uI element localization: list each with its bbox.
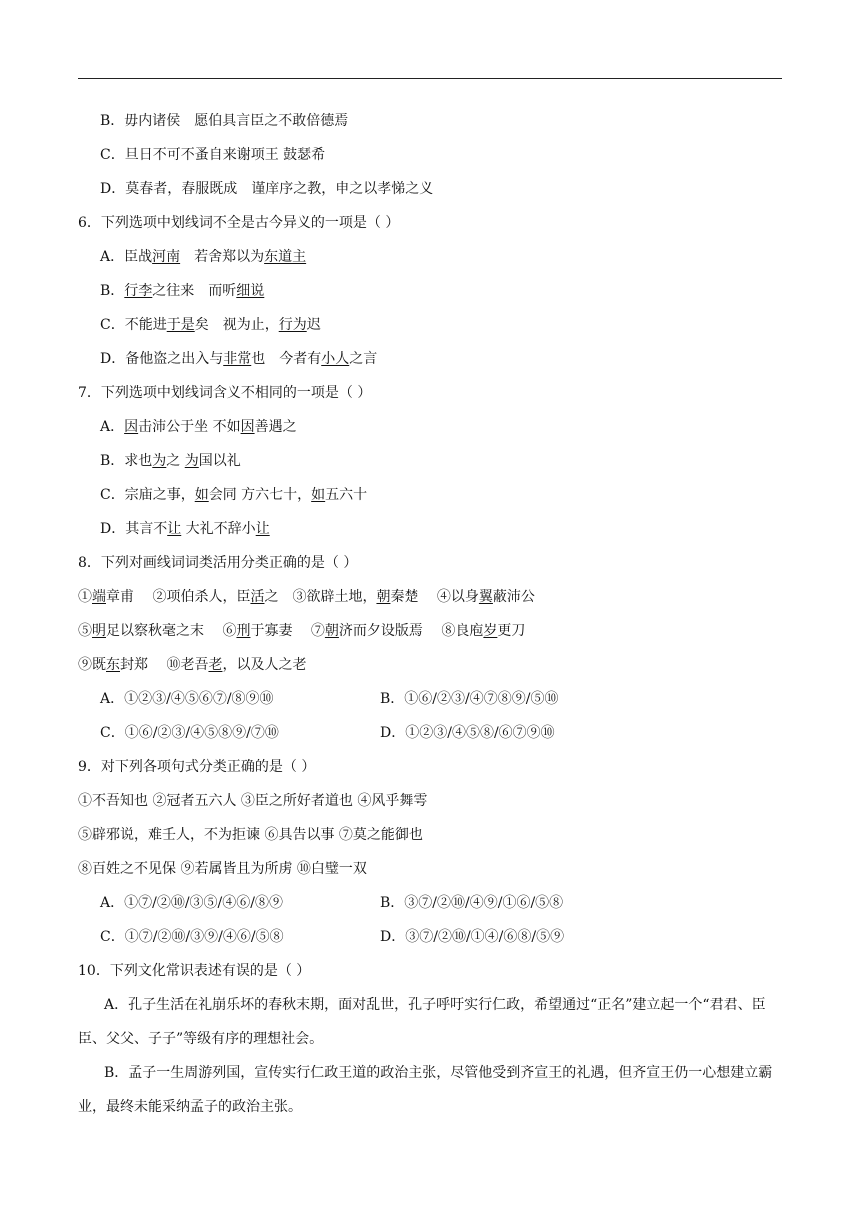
q9-items-row2: ⑤辟邪说，难壬人，不为拒谏 ⑥具告以事 ⑦莫之能御也	[78, 827, 423, 843]
q9-items-row3: ⑧百姓之不见保 ⑨若属皆且为所虏 ⑩白璧一双	[78, 861, 367, 877]
q9-option-a: A．①⑦/②⑩/③⑤/④⑥/⑧⑨	[100, 895, 283, 911]
q6-option-a: A．臣战河南 若舍郑以为东道主	[100, 249, 307, 265]
q7-stem: 7．下列选项中划线词含义不相同的一项是（ ）	[78, 385, 372, 401]
q7-option-d: D．其言不让 大礼不辞小让	[100, 521, 270, 537]
q8-option-d: D．①②③/④⑤⑧/⑥⑦⑨⑩	[380, 725, 555, 741]
q10-option-a: A．孔子生活在礼崩乐坏的春秋末期，面对乱世，孔子呼吁实行仁政，希望通过“正名”建立起一个“君君、臣臣、父父、子子”等级有序的理想社会。	[78, 997, 766, 1047]
q9-option-b: B．③⑦/②⑩/④⑨/①⑥/⑤⑧	[380, 895, 564, 911]
q8-items-row2: ⑤明足以察秋毫之末 ⑥刑于寡妻 ⑦朝济而夕设版焉 ⑧良庖岁更刀	[78, 623, 526, 639]
q5-option-b: B．毋内诸侯 愿伯具言臣之不敢倍德焉	[100, 113, 349, 129]
q8-stem: 8．下列对画线词词类活用分类正确的是（ ）	[78, 555, 358, 571]
q6-option-c: C．不能进于是矣 视为止，行为迟	[100, 317, 321, 333]
q8-option-a: A．①②③/④⑤⑥⑦/⑧⑨⑩	[100, 691, 274, 707]
q6-stem: 6．下列选项中划线词不全是古今异义的一项是（ ）	[78, 215, 400, 231]
q7-option-b: B．求也为之 为国以礼	[100, 453, 241, 469]
q8-items-row1: ①端章甫 ②项伯杀人，臣活之 ③欲辟土地，朝秦楚 ④以身翼蔽沛公	[78, 589, 535, 605]
q8-option-c: C．①⑥/②③/④⑤⑧⑨/⑦⑩	[100, 725, 279, 741]
q5-option-c: C．旦日不可不蚤自来谢项王 鼓瑟希	[100, 147, 326, 163]
q10-stem: 10．下列文化常识表述有误的是（ ）	[78, 963, 311, 979]
header-rule	[78, 78, 782, 79]
q9-items-row1: ①不吾知也 ②冠者五六人 ③臣之所好者道也 ④风乎舞雩	[78, 793, 428, 809]
q9-stem: 9．对下列各项句式分类正确的是（ ）	[78, 759, 316, 775]
q9-option-d: D．③⑦/②⑩/①④/⑥⑧/⑤⑨	[380, 929, 565, 945]
q8-option-b: B．①⑥/②③/④⑦⑧⑨/⑤⑩	[380, 691, 559, 707]
q9-option-c: C．①⑦/②⑩/③⑨/④⑥/⑤⑧	[100, 929, 284, 945]
q8-items-row3: ⑨既东封郑 ⑩老吾老，以及人之老	[78, 657, 307, 673]
q7-option-a: A．因击沛公于坐 不如因善遇之	[100, 419, 297, 435]
q7-option-c: C．宗庙之事，如会同 方六七十，如五六十	[100, 487, 368, 503]
q6-option-b: B．行李之往来 而听细说	[100, 283, 265, 299]
q6-option-d: D．备他盗之出入与非常也 今者有小人之言	[100, 351, 378, 367]
q5-option-d: D．莫春者，春服既成 谨庠序之教，申之以孝悌之义	[100, 181, 434, 197]
q10-option-b: B．孟子一生周游列国，宣传实行仁政王道的政治主张，尽管他受到齐宣王的礼遇，但齐宣王仍一心想建立霸业，最终未能采纳孟子的政治主张。	[78, 1065, 773, 1115]
